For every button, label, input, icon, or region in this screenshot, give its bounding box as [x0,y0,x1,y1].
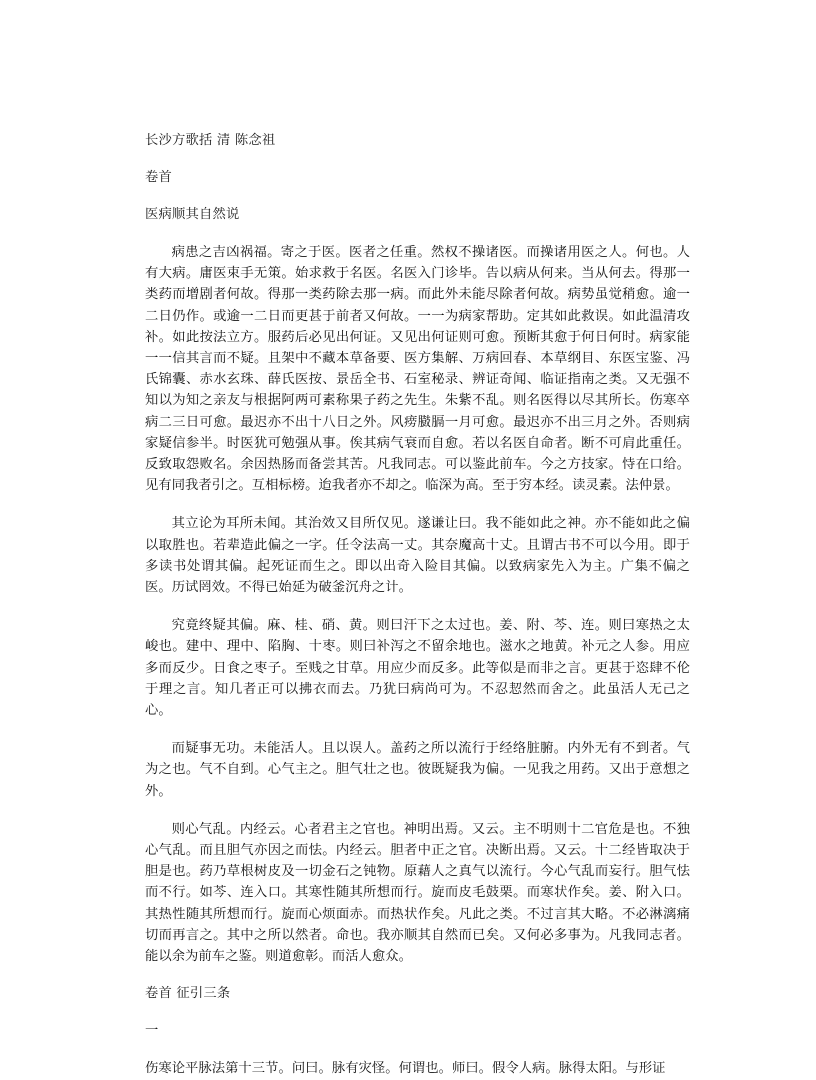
essay-paragraph-2: 其立论为耳所未闻。其治效又目所仅见。遂谦让曰。我不能如此之神。亦不能如此之偏以取胜也。若辈造此偏之一字。任令法高一丈。其奈魔高十丈。且谓古书不可以今用。即于多读书处谓其偏。起死证而生之。即以出奇入险目其偏。以致病家先入为主。广集不偏之医。历试罔效。不得已始延为破釜沉舟之计。 [145,516,690,596]
essay-heading: 医病顺其自然说 [145,207,240,222]
essay-paragraph-5: 则心气乱。内经云。心者君主之官也。神明出焉。又云。主不明则十二官危是也。不独心气乱。而且胆气亦因之而怯。内经云。胆者中正之官。决断出焉。又云。十二经皆取决于胆是也。药乃草根树皮及一切金石之钝物。原藉人之真气以流行。今心气乱而妄行。胆气怯而不行。如芩、连入口。其寒性随其所想而行。旋而皮毛鼓栗。而寒状作矣。姜、附入口。其热性随其所想而行。旋而心烦面赤。而热状作矣。凡此之类。不过言其大略。不必淋漓痛切而再言之。其中之所以然者。命也。我亦顺其自然而已矣。又何必多事为。凡我同志者。能以余为前车之鉴。则道愈彰。而活人愈众。 [145,821,690,965]
citation-item-number: 一 [145,1023,159,1039]
citation-section-heading: 卷首 征引三条 [145,986,231,1002]
document-body [145,131,690,1080]
essay-paragraph-4: 而疑事无功。未能活人。且以误人。盖药之所以流行于经络脏腑。内外无有不到者。气为之也。气不自到。心气主之。胆气壮之也。彼既疑我为偏。一见我之用药。又出于意想之外。 [145,741,690,799]
essay-paragraph-1: 病患之吉凶祸福。寄之于医。医者之任重。然权不操诸医。而操诸用医之人。何也。人有大病。庸医束手无策。始求救于名医。名医入门诊毕。告以病从何来。当从何去。得那一类药而增剧者何故。得那一类药除去那一病。而此外未能尽除者何故。病势虽觉稍愈。逾一二日仍作。或逾一二日而更甚于前者又何故。一一为病家帮助。定其如此救误。如此温清攻补。如此按法立方。服药后必见出何证。又见出何证则可愈。预断其愈于何日何时。病家能一一信其言而不疑。且架中不藏本草备要、医方集解、万病回春、本草纲目、东医宝鉴、冯氏锦囊、赤水玄珠、薛氏医按、景岳全书、石室秘录、辨证奇闻、临证指南之类。又无强不知以为知之亲友与根据阿两可素称果子药之先生。朱紫不乱。则名医得以尽其所长。伤寒卒病二三日可愈。最迟亦不出十八日之外。风痨臌膈一月可愈。最迟亦不出三月之外。否则病家疑信参半。时医犹可勉强从事。俟其病气衰而自愈。若以名医自命者。断不可肩此重任。反致取怨败名。余因热肠而备尝其苦。凡我同志。可以鉴此前车。今之方技家。恃在口给。见有同我者引之。互相标榜。迨我者亦不却之。临深为高。至于穷本经。读灵素。法仲景。 [145,245,690,494]
essay-paragraph-3: 究竟终疑其偏。麻、桂、硝、黄。则曰汗下之太过也。姜、附、芩、连。则曰寒热之太峻也。建中、理中、陷胸、十枣。则曰补泻之不留余地也。滋水之地黄。补元之人参。用应多而反少。日食之枣子。至贱之甘草。用应少而反多。此等似是而非之言。更甚于恣肆不伦于理之言。知几者正可以拂衣而去。乃犹曰病尚可为。不忍恝然而舍之。此虽活人无己之心。 [145,618,690,719]
citation-paragraph-1: 伤寒论平脉法第十三节。问曰。脉有灾怪。何谓也。师曰。假令人病。脉得太阳。与形证 [145,1061,666,1077]
volume-heading: 卷首 [145,170,172,185]
book-title-line: 长沙方歌括 清 陈念祖 [145,133,276,148]
